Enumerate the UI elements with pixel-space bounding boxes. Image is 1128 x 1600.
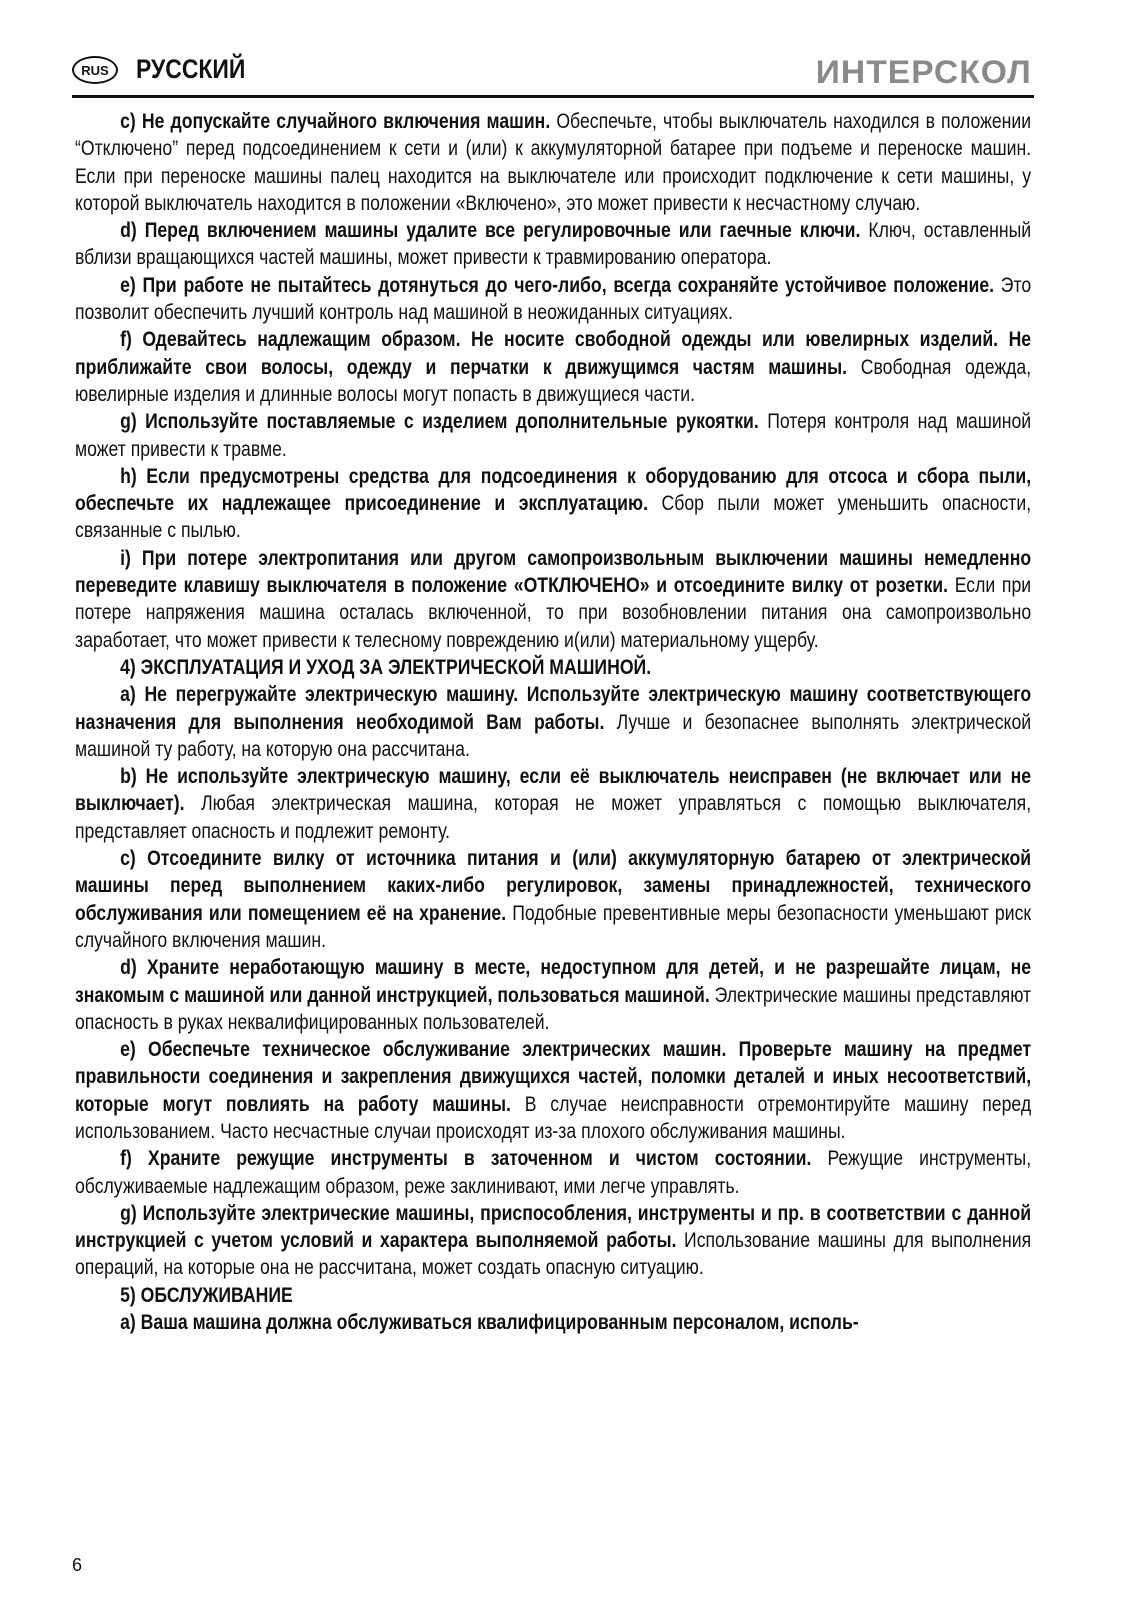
paragraph-lead: 5) ОБСЛУЖИВАНИЕ <box>120 1282 293 1307</box>
paragraph-lead: c) Отсоедините вилку от источника питания и (или) аккумуляторную батарею от электрической машины перед выполнением каких-либо регулировок, замены принадлежностей, технического обслуживания или помещением её на хранение. <box>75 846 1032 925</box>
paragraph <box>75 954 1031 1036</box>
paragraph <box>75 408 1031 463</box>
paragraph-text: Это позволит обеспечить лучший контроль над машиной в неожиданных ситуациях. <box>75 272 1032 325</box>
paragraph-lead: e) Обеспечьте техническое обслуживание электрических машин. Проверьте машину на предмет правильности соединения и закрепления движущихся частей, поломки деталей и иных несоответствий, которые могут повлиять на работу машины. <box>75 1037 1032 1116</box>
brand-logo <box>816 54 1032 91</box>
paragraph <box>75 654 1031 681</box>
paragraph <box>75 1282 1031 1309</box>
brand-logo-text: ИНТЕРСКОЛ <box>815 54 1032 90</box>
paragraph-lead: e) При работе не пытайтесь дотянуться до чего-либо, всегда сохраняйте устойчивое положение. <box>120 272 995 297</box>
paragraph <box>75 845 1031 954</box>
paragraph-lead: g) Используйте поставляемые с изделием дополнительные рукоятки. <box>120 409 759 434</box>
paragraph-text: В случае неисправности отремонтируйте машину перед использованием. Часто несчастные случаи происходят из-за плохого обслуживания машины. <box>75 1091 1032 1143</box>
paragraph-text: Электрические машины представляют опасность в руках неквалифицированных пользователей. <box>75 982 1032 1034</box>
paragraph <box>75 1309 1031 1336</box>
paragraph <box>75 1200 1031 1282</box>
paragraph-lead: f) Храните режущие инструменты в заточенном и чистом состоянии. <box>120 1146 812 1171</box>
paragraph <box>75 272 1031 327</box>
paragraph-text: Ключ, оставленный вблизи вращающихся частей машины, может привести к травмированию оператора. <box>75 218 1032 270</box>
paragraph-text: Обеспечьте, чтобы выключатель находился в положении “Отключено” перед подсоединением к сети и (или) к аккумуляторной батарее при подъеме и переноске машин. Если при переноске машины палец находится на выключателе или происходит подключение к сети машины, у которой выключатель находится в положении «Включено», это может привести к несчастному случаю. <box>75 109 1032 215</box>
paragraph-lead: g) Используйте электрические машины, приспособления, инструменты и пр. в соответствии с данной инструкцией с учетом условий и характера выполняемой работы. <box>75 1200 1032 1253</box>
paragraph-lead: a) Ваша машина должна обслуживаться квалифицированным персоналом, исполь- <box>120 1310 859 1335</box>
paragraph-lead: d) Храните неработающую машину в месте, недоступном для детей, и не разрешайте лицам, не знакомым с машиной или данной инструкцией, пользоваться машиной. <box>75 955 1032 1007</box>
paragraph <box>75 463 1031 545</box>
paragraph-text: Режущие инструменты, обслуживаемые надлежащим образом, реже заклинивают, ими легче управлять. <box>75 1146 1032 1198</box>
paragraph-text: Любая электрическая машина, которая не может управляться с помощью выключателя, представляет опасность и подлежит ремонту. <box>75 791 1032 843</box>
paragraph-lead: i) При потере электропитания или другом самопроизвольным выключении машины немедленно переведите клавишу выключателя в положение «ОТКЛЮЧЕНО» и отсоедините вилку от розетки. <box>75 545 1032 598</box>
paragraph-text: Свободная одежда, ювелирные изделия и длинные волосы могут попасть в движущиеся части. <box>75 354 1032 406</box>
paragraph <box>75 326 1031 408</box>
paragraph-text: Если при потере напряжения машина осталась включенной, то при возобновлении питания она самопроизвольно заработает, что может привести к телесному повреждению и(или) материальному ущербу. <box>75 573 1032 652</box>
paragraph-lead: f) Одевайтесь надлежащим образом. Не носите свободной одежды или ювелирных изделий. Не приближайте свои волосы, одежду и перчатки к движущимся частям машины. <box>75 327 1032 379</box>
paragraph-text: Сбор пыли может уменьшить опасности, связанные с пылью. <box>75 491 1032 543</box>
paragraph-lead: b) Не используйте электрическую машину, если её выключатель неисправен (не включает или не выключает). <box>75 764 1032 816</box>
paragraph-lead: 4) ЭКСПЛУАТАЦИЯ И УХОД ЗА ЭЛЕКТРИЧЕСКОЙ МАШИНОЙ. <box>120 654 652 679</box>
paragraph <box>75 681 1031 763</box>
paragraph-lead: a) Не перегружайте электрическую машину. Используйте электрическую машину соответствующего назначения для выполнения необходимой Вам работы. <box>75 682 1032 734</box>
paragraph-text: Лучше и безопаснее выполнять электрической машиной ту работу, на которую она рассчитана. <box>75 709 1032 761</box>
paragraph-text: Подобные превентивные меры безопасности уменьшают риск случайного включения машин. <box>75 900 1032 952</box>
header-divider <box>72 95 1034 98</box>
paragraph-text: Использование машины для выполнения операций, на которые она не рассчитана, может создать опасную ситуацию. <box>75 1228 1032 1280</box>
document-body <box>75 108 1031 1336</box>
paragraph-lead: h) Если предусмотрены средства для подсоединения к оборудованию для отсоса и сбора пыли, обеспечьте их надлежащее присоединение и эксплуатацию. <box>75 463 1032 516</box>
paragraph <box>75 108 1031 217</box>
page-number: 6 <box>72 1555 83 1575</box>
language-title: РУССКИЙ <box>136 54 246 84</box>
paragraph <box>75 1036 1031 1145</box>
paragraph <box>75 545 1031 654</box>
paragraph <box>75 217 1031 272</box>
paragraph <box>75 763 1031 845</box>
paragraph-lead: d) Перед включением машины удалите все регулировочные или гаечные ключи. <box>120 218 861 243</box>
language-badge: RUS <box>72 56 118 84</box>
paragraph-text: Потеря контроля над машиной может привести к травме. <box>75 409 1032 461</box>
paragraph-lead: c) Не допускайте случайного включения машин. <box>120 109 551 133</box>
page-header <box>72 52 1032 92</box>
paragraph <box>75 1145 1031 1200</box>
